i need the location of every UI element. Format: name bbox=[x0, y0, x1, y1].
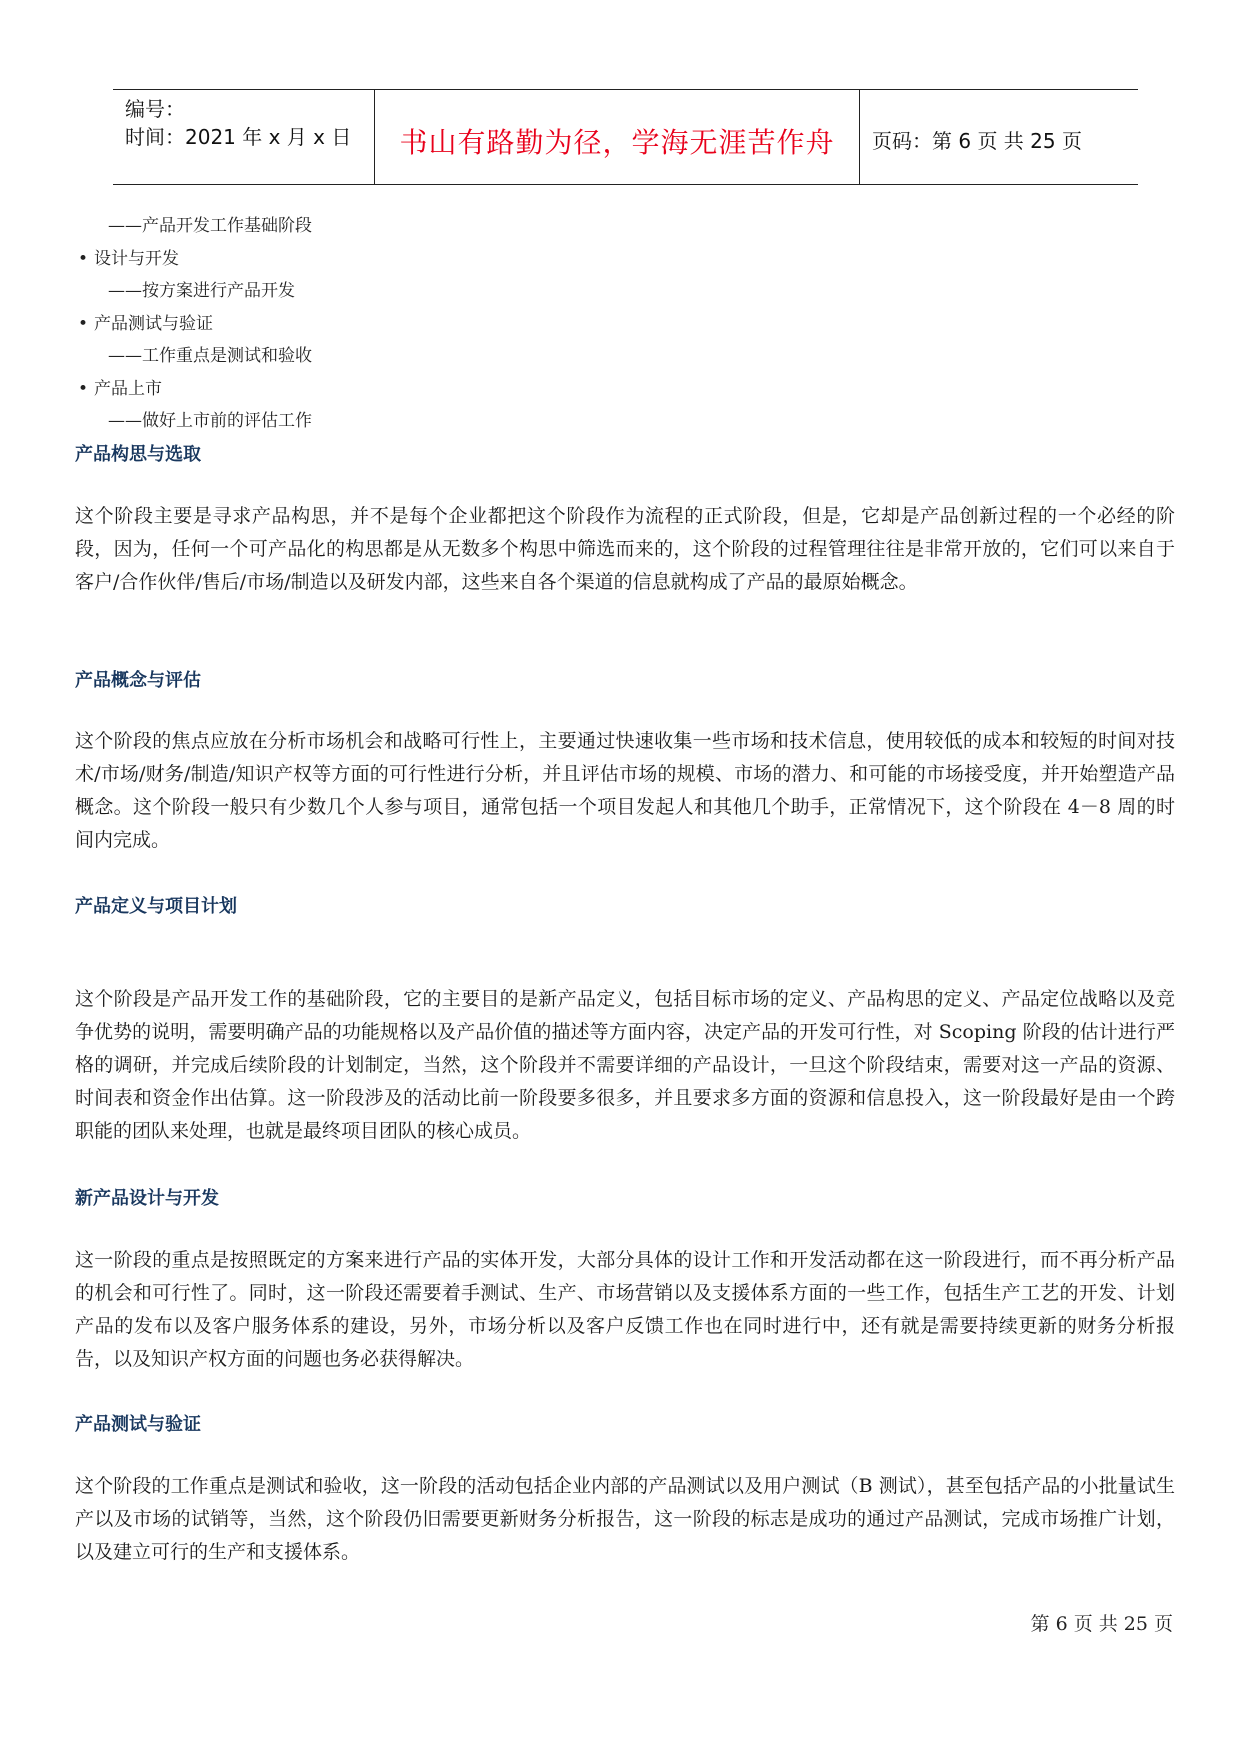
outline-bullet-item bbox=[75, 243, 312, 276]
outline-bullet-item bbox=[75, 308, 312, 341]
section-heading: 产品测试与验证 bbox=[75, 1414, 201, 1435]
section-paragraph: 这个阶段的焦点应放在分析市场机会和战略可行性上，主要通过快速收集一些市场和技术信息，使用较低的成本和较短的时间对技术/市场/财务/制造/知识产权等方面的可行性进行分析，并且评估市场的规模、市场的潜力、和可能的市场接受度，并开始塑造产品概念。这个阶段一般只有少数几个人参与项目，通常包括一个项目发起人和其他几个助手，正常情况下，这个阶段在 4－8 周的时间内完成。 bbox=[75, 730, 1175, 851]
document-number-label: 编号： bbox=[125, 97, 185, 121]
document-date-label: 时间：2021 年 x 月 x 日 bbox=[125, 125, 352, 149]
section-heading: 产品构思与选取 bbox=[75, 444, 201, 465]
bullet-icon: • bbox=[78, 313, 89, 334]
outline-line: ——产品开发工作基础阶段 bbox=[108, 216, 312, 236]
section-heading: 产品概念与评估 bbox=[75, 670, 201, 691]
header-left-cell bbox=[113, 90, 374, 184]
page-header bbox=[113, 89, 1138, 185]
section-paragraph: 这个阶段是产品开发工作的基础阶段，它的主要目的是新产品定义，包括目标市场的定义、产品构思的定义、产品定位战略以及竞争优势的说明，需要明确产品的功能规格以及产品价值的描述等方面内容，决定产品的开发可行性，对 Scoping 阶段的估计进行严格的调研，并完成后续阶段的计划制定，当然，这个阶段并不需要详细的产品设计，一旦这个阶段结束，需要对这一产品的资源、时间表和资金作出估算。这一阶段涉及的活动比前一阶段要多很多，并且要求多方面的资源和信息投入，这一阶段最好是由一个跨职能的团队来处理，也就是最终项目团队的核心成员。 bbox=[75, 988, 1175, 1142]
stage-outline bbox=[75, 210, 312, 438]
bullet-icon: • bbox=[78, 378, 89, 399]
outline-line: ——工作重点是测试和验收 bbox=[108, 346, 312, 366]
section-paragraph: 这个阶段的工作重点是测试和验收，这一阶段的活动包括企业内部的产品测试以及用户测试（B 测试），甚至包括产品的小批量试生产以及市场的试销等，当然，这个阶段仍旧需要更新财务分析报告，这一阶段的标志是成功的通过产品测试，完成市场推广计划，以及建立可行的生产和支援体系。 bbox=[75, 1475, 1175, 1563]
outline-line: ——做好上市前的评估工作 bbox=[108, 411, 312, 431]
outline-bullet-label: 产品上市 bbox=[94, 378, 162, 399]
page-footer: 第 6 页 共 25 页 bbox=[1030, 1613, 1173, 1635]
bullet-icon: • bbox=[78, 248, 89, 269]
section-heading: 产品定义与项目计划 bbox=[75, 896, 237, 917]
outline-line: ——按方案进行产品开发 bbox=[108, 281, 295, 301]
header-center-cell bbox=[374, 90, 860, 184]
section-heading: 新产品设计与开发 bbox=[75, 1188, 219, 1209]
outline-bullet-label: 产品测试与验证 bbox=[94, 313, 213, 334]
outline-bullet-item bbox=[75, 373, 312, 406]
section-paragraph: 这一阶段的重点是按照既定的方案来进行产品的实体开发，大部分具体的设计工作和开发活动都在这一阶段进行，而不再分析产品的机会和可行性了。同时，这一阶段还需要着手测试、生产、市场营销以及支援体系方面的一些工作，包括生产工艺的开发、计划产品的发布以及客户服务体系的建设，另外，市场分析以及客户反馈工作也在同时进行中，还有就是需要持续更新的财务分析报告，以及知识产权方面的问题也务必获得解决。 bbox=[75, 1249, 1175, 1370]
section-paragraph: 这个阶段主要是寻求产品构思，并不是每个企业都把这个阶段作为流程的正式阶段，但是，它却是产品创新过程的一个必经的阶段，因为，任何一个可产品化的构思都是从无数多个构思中筛选而来的，这个阶段的过程管理往往是非常开放的，它们可以来自于客户/合作伙伴/售后/市场/制造以及研发内部，这些来自各个渠道的信息就构成了产品的最原始概念。 bbox=[75, 505, 1175, 593]
outline-bullet-label: 设计与开发 bbox=[94, 248, 179, 269]
header-page-label: 页码：第 6 页 共 25 页 bbox=[872, 129, 1082, 153]
header-right-cell bbox=[860, 90, 1138, 184]
header-motto: 书山有路勤为径，学海无涯苦作舟 bbox=[399, 126, 835, 159]
